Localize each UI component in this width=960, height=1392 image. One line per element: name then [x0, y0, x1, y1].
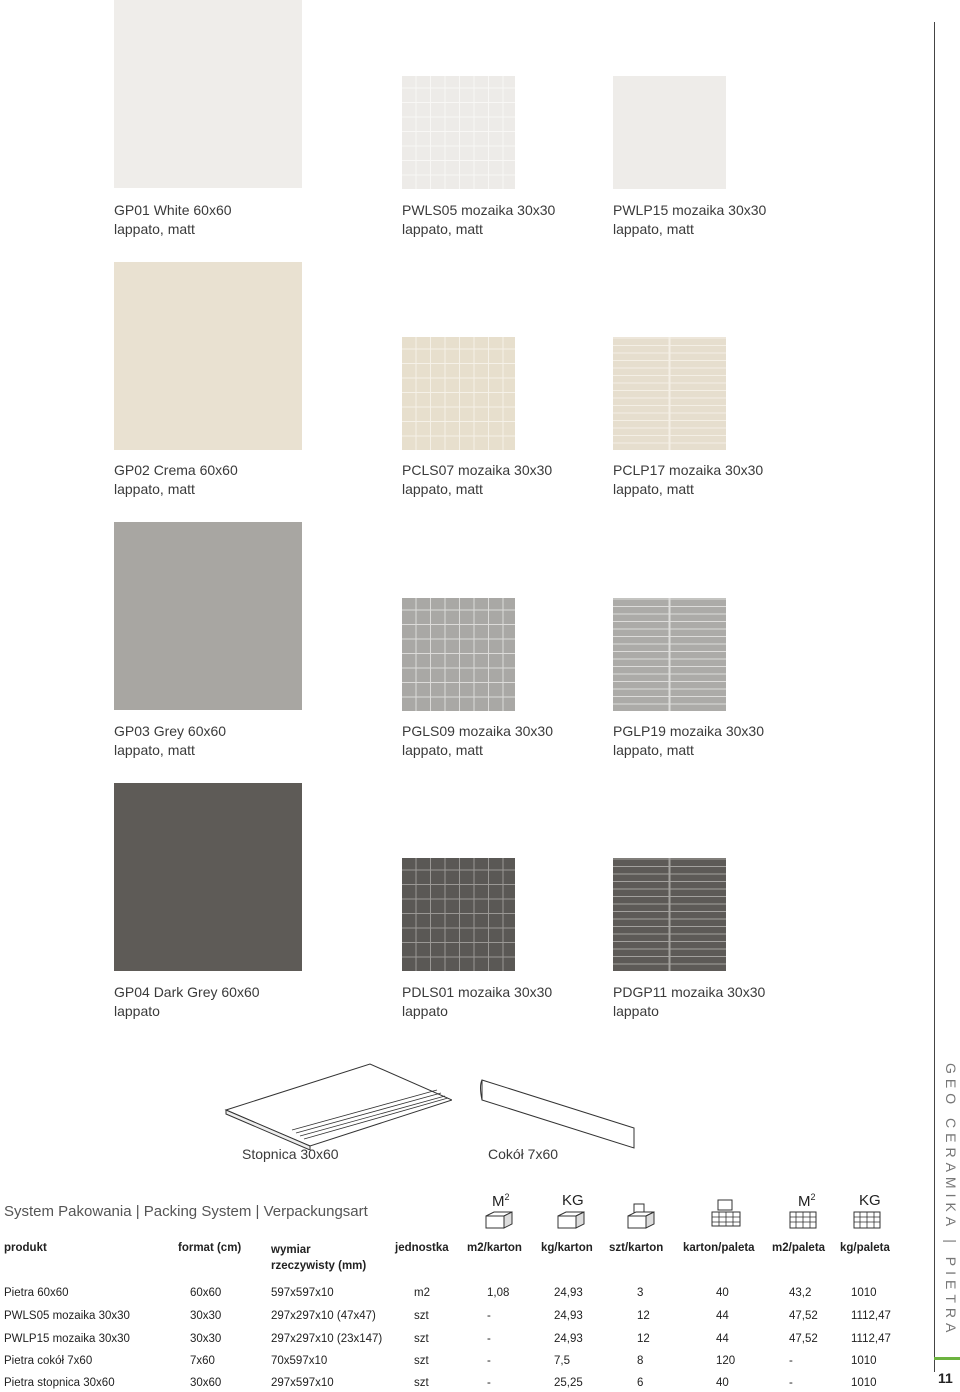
cell-m2-paleta: 47,52: [789, 1333, 818, 1345]
cell-karton-paleta: 44: [716, 1333, 729, 1345]
accent-bar: [934, 1357, 960, 1360]
cell-kg-paleta: 1010: [851, 1377, 877, 1389]
cell-kg-paleta: 1112,47: [851, 1333, 891, 1345]
cell-m2-paleta: 47,52: [789, 1310, 818, 1322]
pallet-icon: [788, 1210, 820, 1230]
packing-system-title: System Pakowania | Packing System | Verpackungsart: [4, 1203, 368, 1220]
header-karton-paleta: karton/paleta: [683, 1242, 755, 1254]
cell-m2-paleta: -: [789, 1355, 793, 1367]
tile-swatch-pclp17: [613, 337, 726, 450]
tile-swatch-pcls07: [402, 337, 515, 450]
cell-unit: szt: [414, 1377, 429, 1389]
cell-product: PWLP15 mozaika 30x30: [4, 1333, 130, 1345]
header-dimension: wymiar rzeczywisty (mm): [271, 1244, 367, 1272]
cell-szt-karton: 3: [637, 1287, 644, 1299]
sidebar-rule: [934, 22, 935, 1372]
skirting-drawing: [478, 1076, 640, 1152]
cell-kg-paleta: 1010: [851, 1287, 877, 1299]
tile-swatch-pwlp15: [613, 76, 726, 189]
cell-dimension: 70x597x10: [271, 1355, 328, 1367]
tile-swatch-gp04: [114, 783, 302, 971]
cell-m2-karton: -: [487, 1355, 491, 1367]
header-kg-paleta: kg/paleta: [840, 1242, 890, 1254]
cell-format: 60x60: [190, 1287, 222, 1299]
cell-szt-karton: 6: [637, 1377, 644, 1389]
cell-szt-karton: 12: [637, 1333, 650, 1345]
cell-kg-karton: 7,5: [554, 1355, 570, 1367]
tile-caption: PWLP15 mozaika 30x30 lappato, matt: [613, 202, 767, 237]
cell-format: 30x60: [190, 1377, 222, 1389]
header-kg-karton: kg/karton: [541, 1242, 593, 1254]
cell-m2-karton: 1,08: [487, 1287, 510, 1299]
tile-swatch-pglp19: [613, 598, 726, 711]
cell-product: PWLS05 mozaika 30x30: [4, 1310, 130, 1322]
cell-dimension: 297x297x10 (47x47): [271, 1310, 376, 1322]
box-tiles-icon: [626, 1202, 656, 1230]
pallet-icon: [852, 1210, 884, 1230]
cell-unit: szt: [414, 1310, 429, 1322]
header-format: format (cm): [178, 1242, 242, 1254]
header-szt-karton: szt/karton: [609, 1242, 664, 1254]
header-m2-karton: m2/karton: [467, 1242, 522, 1254]
tile-caption: GP03 Grey 60x60 lappato, matt: [114, 723, 227, 758]
cell-szt-karton: 12: [637, 1310, 650, 1322]
cell-kg-karton: 24,93: [554, 1287, 583, 1299]
cell-kg-paleta: 1010: [851, 1355, 877, 1367]
header-unit: jednostka: [395, 1242, 449, 1254]
step-label: Stopnica 30x60: [242, 1146, 339, 1162]
tile-caption: GP02 Crema 60x60 lappato, matt: [114, 462, 238, 497]
tile-swatch-pdls01: [402, 858, 515, 971]
tile-caption: PCLS07 mozaika 30x30 lappato, matt: [402, 462, 553, 497]
cell-m2-paleta: 43,2: [789, 1287, 812, 1299]
cell-dimension: 597x597x10: [271, 1287, 334, 1299]
cell-unit: szt: [414, 1333, 429, 1345]
skirting-label: Cokół 7x60: [488, 1146, 559, 1162]
header-product: produkt: [4, 1242, 47, 1254]
page-number: 11: [938, 1370, 953, 1386]
tile-caption: PDGP11 mozaika 30x30 lappato: [613, 984, 766, 1019]
cell-m2-karton: -: [487, 1333, 491, 1345]
cell-kg-karton: 24,93: [554, 1310, 583, 1322]
cell-product: Pietra 60x60: [4, 1287, 69, 1299]
m2-paleta-glyph: $M^2$: [798, 1192, 816, 1210]
tile-caption: GP04 Dark Grey 60x60 lappato: [114, 984, 260, 1019]
tile-caption: PGLP19 mozaika 30x30 lappato, matt: [613, 723, 764, 758]
tile-swatch-pdgp11: [613, 858, 726, 971]
tile-caption: PWLS05 mozaika 30x30 lappato, matt: [402, 202, 556, 237]
tile-swatch-gp01: [114, 0, 302, 188]
tile-swatch-gp03: [114, 522, 302, 710]
cell-product: Pietra cokół 7x60: [4, 1355, 93, 1367]
tile-caption: GP01 White 60x60 lappato, matt: [114, 202, 232, 237]
header-m2-paleta: m2/paleta: [772, 1242, 826, 1254]
box-icon: [556, 1210, 586, 1230]
cell-m2-paleta: -: [789, 1377, 793, 1389]
cell-dimension: 297x297x10 (23x147): [271, 1333, 383, 1345]
m2-karton-glyph: $M^2$: [492, 1192, 510, 1210]
cell-karton-paleta: 44: [716, 1310, 729, 1322]
cell-karton-paleta: 40: [716, 1287, 729, 1299]
cell-karton-paleta: 40: [716, 1377, 729, 1389]
tile-swatch-gp02: [114, 262, 302, 450]
tile-swatch-pwls05: [402, 76, 515, 189]
cell-karton-paleta: 120: [716, 1355, 736, 1367]
sidebar-brand: GEO CERAMIKA | PIETRA: [943, 1063, 959, 1338]
cell-kg-paleta: 1112,47: [851, 1310, 891, 1322]
kg-paleta-glyph: KG: [859, 1192, 881, 1209]
cell-kg-karton: 24,93: [554, 1333, 583, 1345]
tile-caption: PDLS01 mozaika 30x30 lappato: [402, 984, 553, 1019]
cell-unit: m2: [414, 1287, 430, 1299]
tile-caption: PGLS09 mozaika 30x30 lappato, matt: [402, 723, 553, 758]
kg-karton-glyph: KG: [562, 1192, 584, 1209]
cell-dimension: 297x597x10: [271, 1377, 334, 1389]
pallet-box-icon: [710, 1198, 744, 1230]
cell-unit: szt: [414, 1355, 429, 1367]
box-icon: [484, 1210, 514, 1230]
cell-product: Pietra stopnica 30x60: [4, 1377, 115, 1389]
cell-format: 30x30: [190, 1310, 222, 1322]
cell-kg-karton: 25,25: [554, 1377, 583, 1389]
cell-format: 7x60: [190, 1355, 215, 1367]
tile-caption: PCLP17 mozaika 30x30 lappato, matt: [613, 462, 764, 497]
tile-swatch-pgls09: [402, 598, 515, 711]
stair-step-drawing: [222, 1060, 452, 1150]
cell-szt-karton: 8: [637, 1355, 644, 1367]
cell-m2-karton: -: [487, 1377, 491, 1389]
cell-m2-karton: -: [487, 1310, 491, 1322]
cell-format: 30x30: [190, 1333, 222, 1345]
